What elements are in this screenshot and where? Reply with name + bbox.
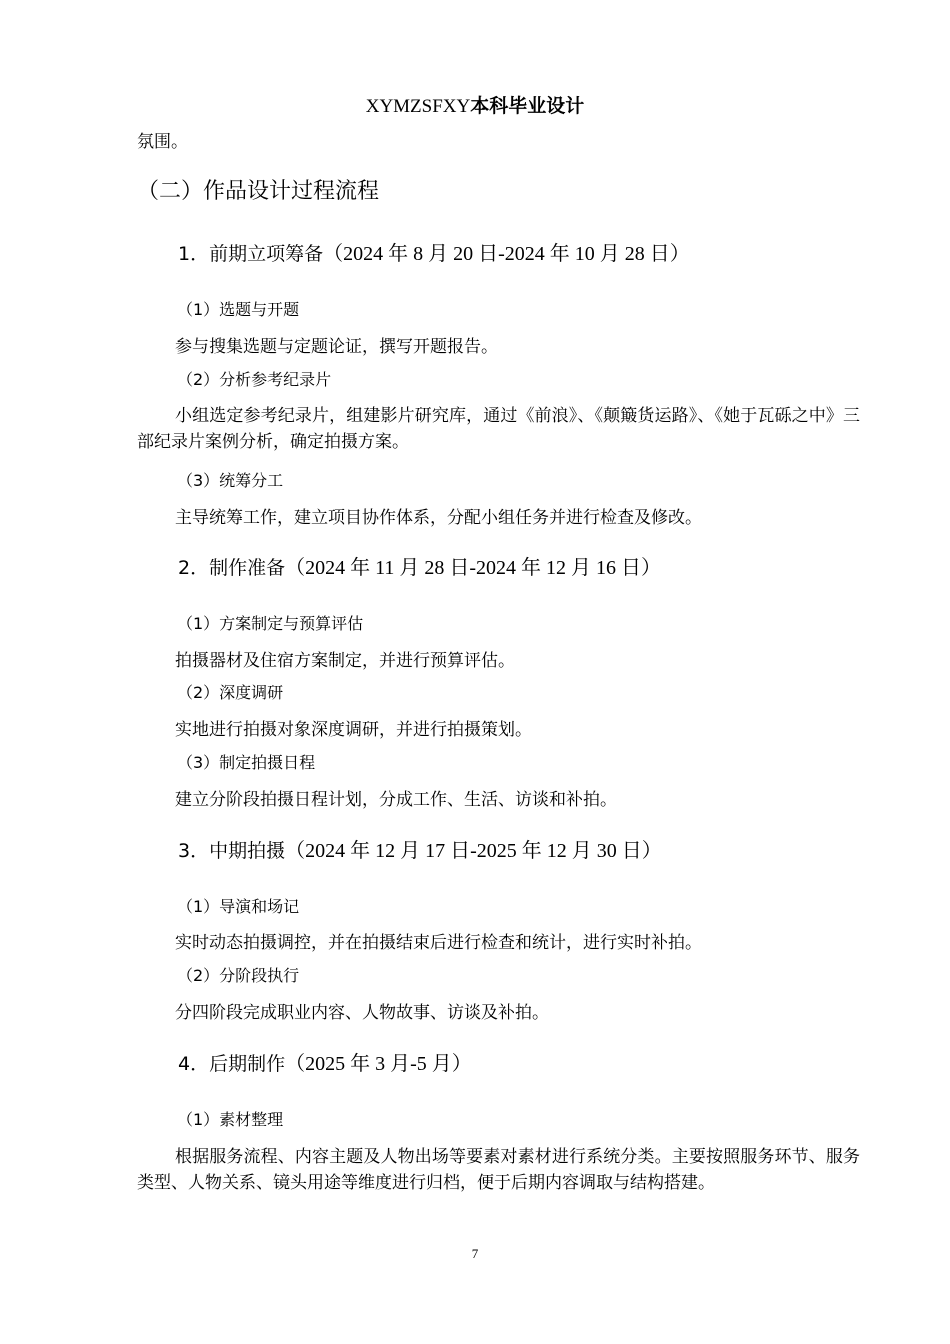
item-heading: （1）选题与开题 — [177, 300, 300, 319]
item-heading: （2）分阶段执行 — [177, 966, 300, 985]
phase-date: （2025 年 3 月-5 月） — [285, 1053, 472, 1075]
item-text: 拍摄器材及住宿方案制定，并进行预算评估。 — [175, 651, 515, 671]
item-text: 小组选定参考纪录片，组建影片研究库，通过《前浪》、《颠簸货运路》、《她于瓦砾之中》三部纪录片案例分析，确定拍摄方案。 — [137, 406, 860, 452]
phase-heading — [178, 554, 661, 582]
item-text: 根据服务流程、内容主题及人物出场等要素对素材进行系统分类。主要按照服务环节、服务类型、人物关系、镜头用途等维度进行归档，便于后期内容调取与结构搭建。 — [137, 1147, 860, 1193]
item-heading: （3）制定拍摄日程 — [177, 753, 316, 772]
phase-title: 3．中期拍摄 — [178, 840, 286, 862]
item-text: 参与搜集选题与定题论证，撰写开题报告。 — [175, 337, 498, 357]
phase-date: （2024 年 11 月 28 日-2024 年 12 月 16 日） — [285, 557, 662, 579]
item-text: 主导统筹工作，建立项目协作体系，分配小组任务并进行检查及修改。 — [175, 508, 702, 528]
item-heading: （2）分析参考纪录片 — [177, 370, 332, 389]
phase-date: （2024 年 12 月 17 日-2025 年 12 月 30 日） — [285, 840, 662, 862]
header-title-latin: XYMZSFXY — [365, 96, 471, 117]
item-heading: （3）统筹分工 — [177, 471, 284, 490]
item-text: 实地进行拍摄对象深度调研，并进行拍摄策划。 — [175, 720, 532, 740]
phase-date: （2024 年 8 月 20 日-2024 年 10 月 28 日） — [323, 243, 690, 265]
phase-title: 2．制作准备 — [178, 557, 286, 579]
phase-heading — [178, 837, 662, 865]
item-text: 实时动态拍摄调控，并在拍摄结束后进行检查和统计，进行实时补拍。 — [175, 933, 702, 953]
item-text: 建立分阶段拍摄日程计划，分成工作、生活、访谈和补拍。 — [175, 790, 617, 810]
item-heading: （1）方案制定与预算评估 — [177, 614, 364, 633]
page-number: 7 — [471, 1246, 479, 1261]
phase-heading — [178, 240, 690, 268]
section-heading: （二）作品设计过程流程 — [137, 179, 380, 204]
phase-title: 1．前期立项筹备 — [178, 243, 324, 265]
phase-title: 4．后期制作 — [178, 1053, 286, 1075]
item-text: 分四阶段完成职业内容、人物故事、访谈及补拍。 — [175, 1003, 549, 1023]
intro-text: 氛围。 — [137, 132, 188, 152]
item-heading: （2）深度调研 — [177, 683, 284, 702]
item-heading: （1）素材整理 — [177, 1110, 284, 1129]
item-heading: （1）导演和场记 — [177, 897, 300, 916]
page-header-title — [0, 94, 950, 119]
header-title-cjk: 本科毕业设计 — [470, 95, 585, 117]
phase-heading — [178, 1050, 472, 1078]
